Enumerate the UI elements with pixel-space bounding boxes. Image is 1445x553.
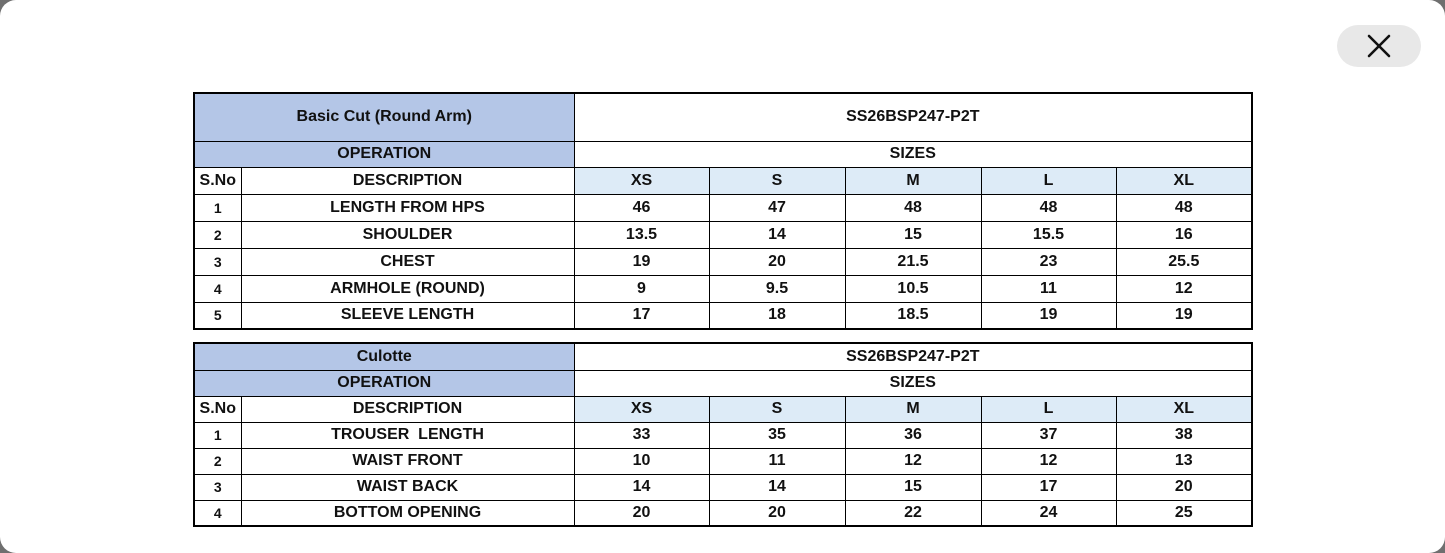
row-number: 1: [194, 194, 241, 221]
measurement-cell: 12: [1116, 275, 1252, 302]
style-code: SS26BSP247-P2T: [574, 343, 1252, 370]
table-row: [194, 500, 1252, 526]
row-number: 5: [194, 302, 241, 329]
size-header: XL: [1116, 396, 1252, 422]
row-description: CHEST: [241, 248, 574, 275]
row-description: BOTTOM OPENING: [241, 500, 574, 526]
operation-label: OPERATION: [194, 141, 574, 167]
size-header: XL: [1116, 167, 1252, 194]
measurement-cell: 20: [709, 248, 845, 275]
measurement-cell: 17: [574, 302, 709, 329]
measurement-cell: 36: [845, 422, 981, 448]
row-description: TROUSER LENGTH: [241, 422, 574, 448]
row-description: SLEEVE LENGTH: [241, 302, 574, 329]
measurement-cell: 19: [574, 248, 709, 275]
measurement-cell: 18: [709, 302, 845, 329]
row-number: 3: [194, 474, 241, 500]
measurement-cell: 16: [1116, 221, 1252, 248]
measurement-cell: 38: [1116, 422, 1252, 448]
measurement-cell: 37: [981, 422, 1116, 448]
measurement-cell: 12: [845, 448, 981, 474]
sno-header: S.No: [194, 167, 241, 194]
measurement-cell: 25: [1116, 500, 1252, 526]
measurement-cell: 13.5: [574, 221, 709, 248]
size-header: M: [845, 396, 981, 422]
measurement-cell: 48: [981, 194, 1116, 221]
measurement-cell: 18.5: [845, 302, 981, 329]
measurement-cell: 23: [981, 248, 1116, 275]
table-title: Basic Cut (Round Arm): [194, 93, 574, 141]
measurement-cell: 19: [1116, 302, 1252, 329]
measurement-cell: 15: [845, 221, 981, 248]
measurement-cell: 10.5: [845, 275, 981, 302]
style-code: SS26BSP247-P2T: [574, 93, 1252, 141]
row-number: 2: [194, 448, 241, 474]
row-description: ARMHOLE (ROUND): [241, 275, 574, 302]
measurement-cell: 17: [981, 474, 1116, 500]
measurement-cell: 20: [574, 500, 709, 526]
measurement-cell: 46: [574, 194, 709, 221]
row-number: 2: [194, 221, 241, 248]
row-number: 4: [194, 275, 241, 302]
table-row: [194, 422, 1252, 448]
measurement-cell: 13: [1116, 448, 1252, 474]
size-header: M: [845, 167, 981, 194]
row-number: 3: [194, 248, 241, 275]
size-header: S: [709, 167, 845, 194]
measurement-cell: 33: [574, 422, 709, 448]
close-icon: [1366, 33, 1392, 59]
sizes-label: SIZES: [574, 141, 1252, 167]
measurement-cell: 15.5: [981, 221, 1116, 248]
measurement-cell: 11: [709, 448, 845, 474]
measurement-cell: 10: [574, 448, 709, 474]
measurement-cell: 48: [1116, 194, 1252, 221]
measurement-cell: 48: [845, 194, 981, 221]
close-button[interactable]: [1337, 25, 1421, 67]
measurement-table-culotte: [193, 342, 1253, 527]
measurement-cell: 20: [1116, 474, 1252, 500]
table-row: [194, 302, 1252, 329]
size-header: L: [981, 167, 1116, 194]
row-description: WAIST BACK: [241, 474, 574, 500]
sizes-label: SIZES: [574, 370, 1252, 396]
table-row: [194, 275, 1252, 302]
measurement-cell: 25.5: [1116, 248, 1252, 275]
description-header: DESCRIPTION: [241, 167, 574, 194]
measurement-cell: 14: [709, 221, 845, 248]
measurement-cell: 20: [709, 500, 845, 526]
sno-header: S.No: [194, 396, 241, 422]
size-header: S: [709, 396, 845, 422]
table-row: [194, 448, 1252, 474]
size-header: XS: [574, 167, 709, 194]
measurement-cell: 21.5: [845, 248, 981, 275]
measurement-cell: 15: [845, 474, 981, 500]
row-number: 1: [194, 422, 241, 448]
table-row: [194, 221, 1252, 248]
description-header: DESCRIPTION: [241, 396, 574, 422]
measurement-table-basic-cut: [193, 92, 1253, 330]
row-description: LENGTH FROM HPS: [241, 194, 574, 221]
row-description: SHOULDER: [241, 221, 574, 248]
measurement-cell: 14: [574, 474, 709, 500]
operation-label: OPERATION: [194, 370, 574, 396]
measurement-cell: 19: [981, 302, 1116, 329]
table-title: Culotte: [194, 343, 574, 370]
measurement-cell: 47: [709, 194, 845, 221]
size-header: L: [981, 396, 1116, 422]
table-row: [194, 248, 1252, 275]
measurement-cell: 9.5: [709, 275, 845, 302]
measurement-cell: 35: [709, 422, 845, 448]
measurement-cell: 14: [709, 474, 845, 500]
table-row: [194, 474, 1252, 500]
measurement-cell: 24: [981, 500, 1116, 526]
measurement-cell: 22: [845, 500, 981, 526]
measurement-cell: 9: [574, 275, 709, 302]
row-description: WAIST FRONT: [241, 448, 574, 474]
table-row: [194, 194, 1252, 221]
measurement-cell: 12: [981, 448, 1116, 474]
row-number: 4: [194, 500, 241, 526]
size-header: XS: [574, 396, 709, 422]
measurement-cell: 11: [981, 275, 1116, 302]
